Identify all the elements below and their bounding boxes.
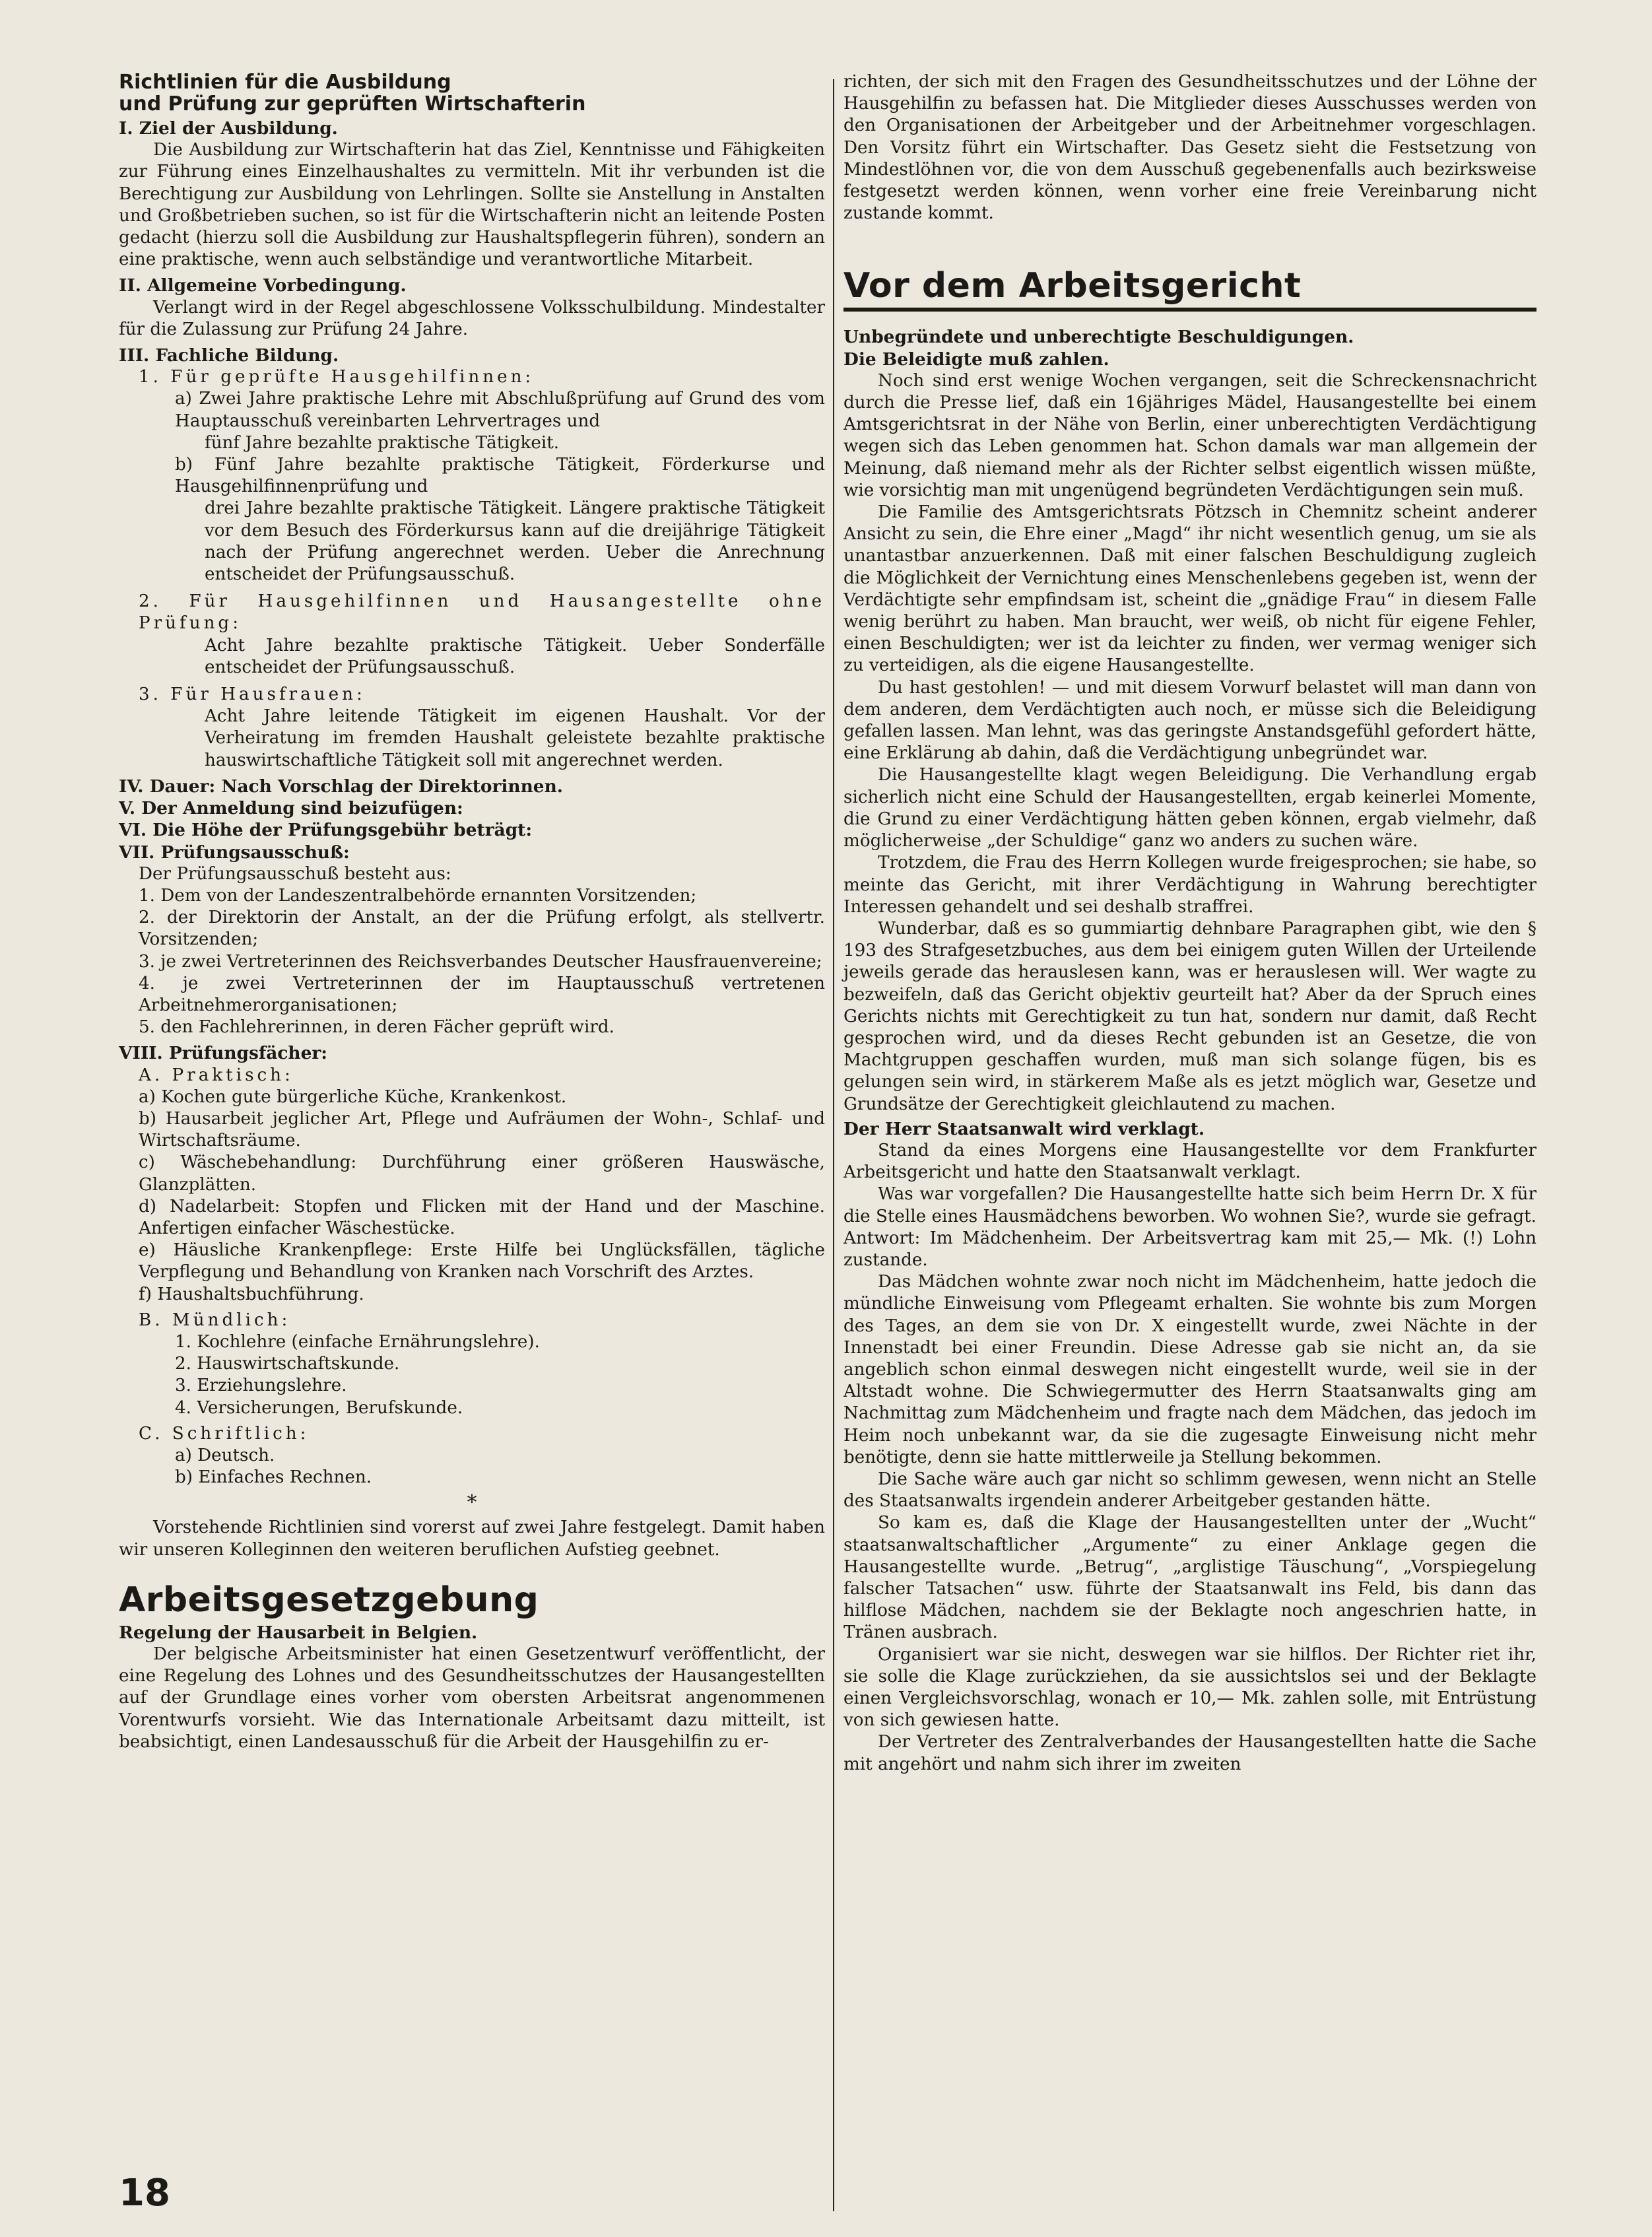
subjects-written-item: a) Deutsch. <box>175 1445 275 1465</box>
belgium-text-continued: richten, der sich mit den Fragen des Gesundheitsschutzes und der Löhne der Hausgehilfin zu befassen hat. Die Mitglieder dieses Ausschusses werden von den Organisationen der Arbeitgeber und der Arbeitnehmer vorgeschlagen. Den Vorsitz führt ein Wirtschafter. Das Gesetz sieht die Festsetzung von Mindestlöhnen vor, die von dem Ausschuß gegebenenfalls auch bezirksweise festgesetzt werden können, wenn vorher eine freie Vereinbarung nicht zustande kommt. <box>843 72 1536 224</box>
left-column <box>119 71 825 1753</box>
subjects-practical-item: f) Haushaltsbuchführung. <box>139 1284 364 1304</box>
section-6: VI. Die Höhe der Prüfungsgebühr beträgt: <box>119 820 533 841</box>
subjects-practical-item: d) Nadelarbeit: Stopfen und Flicken mit der Hand und der Maschine. Anfertigen einfacher Wäschestücke. <box>139 1196 825 1238</box>
section-7-item: 1. Dem von der Landeszentralbehörde ernannten Vorsitzenden; <box>139 885 697 906</box>
article-paragraph: Was war vorgefallen? Die Hausangestellte hatte sich beim Herrn Dr. X für die Stelle eines Hausmädchens beworben. Wo wohnen Sie?, wurde sie gefragt. Antwort: Im Mädchenheim. Der Arbeitsvertrag kam mit 25,— Mk. (!) Lohn zustande. <box>843 1184 1536 1270</box>
article-paragraph: Organisiert war sie nicht, deswegen war sie hilflos. Der Richter riet ihr, sie solle die Klage zurückziehen, da sie aussichtslos sei und der Beklagte einen Vergleichsvorschlag, wonach er 10,— Mk. zahlen solle, mit Entrüstung von sich gewiesen hatte. <box>843 1644 1536 1731</box>
subjects-oral-item: 2. Hauswirtschaftskunde. <box>175 1354 400 1374</box>
article-paragraph: Trotzdem, die Frau des Herrn Kollegen wurde freigesprochen; sie habe, so meinte das Gericht, mit ihrer Verdächtigung in Wahrung berechtigter Interessen gehandelt und sei deshalb straffrei. <box>843 853 1536 917</box>
subjects-oral-item: 1. Kochlehre (einfache Ernährungslehre). <box>175 1331 540 1352</box>
article-paragraph: So kam es, daß die Klage der Hausangestellten unter der „Wucht“ staatsanwaltschaftlicher „Argumente“ zu einer Anklage gegen die Hausangestellte wurde. „Betrug“, „arglistige Täuschung“, „Vorspiegelung falscher Tatsachen“ usw. führte der Staatsanwalt ins Feld, bis dann das hilflose Mädchen, nachdem sie der Beklagte noch angeschrien hatte, in Tränen ausbrach. <box>843 1513 1536 1643</box>
section-7-item: 2. der Direktorin der Anstalt, an der die Prüfung erfolgt, als stellvertr. Vorsitzenden; <box>139 908 825 950</box>
section-3-item-1a: a) Zwei Jahre praktische Lehre mit Abschlußprüfung auf Grund des vom Hauptausschuß vereinbarten Lehrvertrages und <box>175 389 825 431</box>
closing-text: Vorstehende Richtlinien sind vorerst auf zwei Jahre festgelegt. Damit haben wir unseren Kolleginnen den weiteren beruflichen Aufstieg geebnet. <box>119 1518 825 1560</box>
separator-star: * <box>467 1491 477 1515</box>
page-number: 18 <box>119 2172 170 2215</box>
section-3-item-1a-cont: fünf Jahre bezahlte praktische Tätigkeit. <box>205 432 560 453</box>
section-2-text: Verlangt wird in der Regel abgeschlossene Volksschulbildung. Mindestalter für die Zulassung zur Prüfung 24 Jahre. <box>119 297 825 339</box>
column-divider <box>833 79 834 2211</box>
article-paragraph: Die Sache wäre auch gar nicht so schlimm gewesen, wenn nicht an Stelle des Staatsanwalts irgendein anderer Arbeitgeber gestanden hätte. <box>843 1469 1536 1512</box>
labor-court-title: Vor dem Arbeitsgericht <box>843 266 1302 306</box>
section-1-text: Die Ausbildung zur Wirtschafterin hat das Ziel, Kenntnisse und Fähigkeiten zur Führung eines Einzelhaushaltes zu vermitteln. Mit ihr verbunden ist die Berechtigung zur Ausbildung von Lehrlingen. Sollte sie Anstellung in Anstalten und Großbetrieben suchen, so ist für die Wirtschafterin nicht an leitende Posten gedacht (hierzu soll die Ausbildung zur Haushaltspflegerin führen), sondern an eine praktische, wenn auch selbständige und verantwortliche Mitarbeit. <box>119 140 825 270</box>
article-paragraph: Noch sind erst wenige Wochen vergangen, seit die Schreckensnachricht durch die Presse lief, daß ein 16jähriges Mädel, Hausangestellte bei einem Amtsgerichtsrat in der Nähe von Berlin, einer unberechtigten Verdächtigung wegen sich das Leben genommen hat. Schon damals war man allgemein der Meinung, daß niemand mehr als der Richter selbst eigentlich wissen müßte, wie vorsichtig man mit ungenügend begründeten Verdächtigungen sein muß. <box>843 370 1536 500</box>
section-7-intro: Der Prüfungsausschuß besteht aus: <box>139 863 451 884</box>
subjects-written-item: b) Einfaches Rechnen. <box>175 1467 372 1488</box>
section-8: VIII. Prüfungsfächer: <box>119 1043 328 1064</box>
section-7: VII. Prüfungsausschuß: <box>119 842 350 863</box>
labor-court-subheading-1: Unbegründete und unberechtigte Beschuldigungen. <box>843 327 1354 348</box>
article-paragraph: Wunderbar, daß es so gummiartig dehnbare Paragraphen gibt, wie den § 193 des Strafgesetzbuches, aus dem bei einigem guten Willen der Urteilende jeweils gerade das herauslesen kann, was er herauslesen will. Wer wagte zu bezweifeln, daß das Gericht objektiv geurteilt hat? Aber da der Spruch eines Gerichts nichts mit Gerechtigkeit zu tun hat, sondern nur damit, daß Recht gesprochen wird, und da dieses Recht gebunden ist an Gesetze, die von Machtgruppen geschaffen wurden, muß man sich solange fügen, bis es gelungen sein wird, in stärkerem Maße als es jetzt möglich war, Gesetze und Grundsätze der Gerechtigkeit gleichlautend zu machen. <box>843 918 1536 1114</box>
guidelines-title-line2: und Prüfung zur geprüften Wirtschafterin <box>119 92 586 116</box>
subjects-written: C. Schriftlich: <box>139 1423 310 1444</box>
guidelines-title-line1: Richtlinien für die Ausbildung <box>119 71 451 94</box>
subjects-practical-item: e) Häusliche Krankenpflege: Erste Hilfe bei Unglücksfällen, tägliche Verpflegung und Behandlung von Kranken nach Vorschrift des Arztes. <box>139 1240 825 1283</box>
section-7-item: 5. den Fachlehrerinnen, in deren Fächer geprüft wird. <box>139 1017 614 1038</box>
section-3-item-2-text: Acht Jahre bezahlte praktische Tätigkeit. Ueber Sonderfälle entscheidet der Prüfungsausschuß. <box>205 635 825 677</box>
right-column <box>843 71 1536 1776</box>
subjects-practical-item: c) Wäschebehandlung: Durchführung einer größeren Hauswäsche, Glanzplätten. <box>139 1152 825 1195</box>
section-3-heading: III. Fachliche Bildung. <box>119 345 339 366</box>
section-7-item: 4. je zwei Vertreterinnen der im Hauptausschuß vertretenen Arbeitnehmerorganisationen; <box>139 973 825 1015</box>
belgium-subheading: Regelung der Hausarbeit in Belgien. <box>119 1622 478 1643</box>
subjects-practical: A. Praktisch: <box>139 1065 294 1085</box>
prosecutor-subheading: Der Herr Staatsanwalt wird verklagt. <box>843 1118 1205 1139</box>
section-3-item-1: 1. Für geprüfte Hausgehilfinnen: <box>139 367 535 387</box>
subjects-oral-item: 4. Versicherungen, Berufskunde. <box>175 1397 463 1418</box>
article-paragraph: Die Familie des Amtsgerichtsrats Pötzsch in Chemnitz scheint anderer Ansicht zu sein, die Ehre einer „Magd“ ihr nicht wesentlich genug, um sie als unantastbar anzuerkennen. Daß mit einer falschen Beschuldigung zugleich die Möglichkeit der Vernichtung eines Menschenlebens gegeben ist, wenn der Verdächtigte sehr empfindsam ist, scheint die „gnädige Frau“ in diesem Falle wenig berührt zu haben. Man braucht, wer weiß, ob nicht für eigene Fehler, einen Beschuldigten; wer ist da leichter zu finden, wer vermag weniger sich zu verteidigen, als die eigene Hausangestellte. <box>843 502 1536 676</box>
subjects-oral-item: 3. Erziehungslehre. <box>175 1376 347 1396</box>
article-paragraph: Stand da eines Morgens eine Hausangestellte vor dem Frankfurter Arbeitsgericht und hatte den Staatsanwalt verklagt. <box>843 1140 1536 1183</box>
section-3-item-1b: b) Fünf Jahre bezahlte praktische Tätigkeit, Förderkurse und Hausgehilfinnenprüfung und <box>175 455 825 497</box>
section-7-item: 3. je zwei Vertreterinnen des Reichsverbandes Deutscher Hausfrauenvereine; <box>139 951 822 972</box>
section-2-heading: II. Allgemeine Vorbedingung. <box>119 275 407 296</box>
article-paragraph: Die Hausangestellte klagt wegen Beleidigung. Die Verhandlung ergab sicherlich nicht eine Schuld der Hausangestellten, ergab keinerlei Momente, die Grund zu einer Verdächtigung hätten geben können, ergab vielmehr, daß möglicherweise „der Schuldige“ ganz wo anders zu suchen wäre. <box>843 765 1536 851</box>
section-3-item-3-text: Acht Jahre leitende Tätigkeit im eigenen Haushalt. Vor der Verheiratung im fremden Haushalt geleistete bezahlte praktische hauswirtschaftliche Tätigkeit soll mit angerechnet werden. <box>205 706 825 770</box>
article-paragraph: Du hast gestohlen! — und mit diesem Vorwurf belastet will man dann von dem anderen, dem Verdächtigten auch noch, er müsse sich die Beleidigung gefallen lassen. Man lehnt, was das geringste Anstandsgefühl gefordert hätte, eine Erklärung ab dahin, daß die Verdächtigung unbegründet war. <box>843 677 1536 764</box>
subjects-practical-item: a) Kochen gute bürgerliche Küche, Krankenkost. <box>139 1086 567 1107</box>
section-3-item-1b-cont: drei Jahre bezahlte praktische Tätigkeit. Längere praktische Tätigkeit vor dem Besuch des Förderkursus kann auf die dreijährige Tätigkeit nach der Prüfung angerechnet werden. Ueber die Anrechnung entscheidet der Prüfungsausschuß. <box>205 498 825 585</box>
subjects-practical-item: b) Hausarbeit jeglicher Art, Pflege und Aufräumen der Wohn-, Schlaf- und Wirtschaftsräume. <box>139 1108 825 1151</box>
labor-court-subheading-2: Die Beleidigte muß zahlen. <box>843 349 1109 370</box>
section-3-item-3: 3. Für Hausfrauen: <box>139 684 366 705</box>
article-paragraph: Das Mädchen wohnte zwar noch nicht im Mädchenheim, hatte jedoch die mündliche Einweisung vom Pflegeamt erhalten. Sie wohnte bis zum Morgen des Tages, an dem sie von Dr. X eingestellt wurde, zwei Nächte in der Innenstadt bei einer Freundin. Diese Adresse gab sie nicht an, da sie angeblich schon einmal deswegen nicht eingestellt wurde, weil sie in der Altstadt wohne. Die Schwiegermutter des Herrn Staatsanwalts ging am Nachmittag zum Mädchenheim und fragte nach dem Mädchen, das jedoch im Heim noch unbekannt war, da sie die zugesagte Einweisung nicht mehr benötigte, denn sie hatte mittlerweile ja Stellung bekommen. <box>843 1272 1536 1467</box>
section-4: IV. Dauer: Nach Vorschlag der Direktorinnen. <box>119 776 563 797</box>
article-paragraph: Der Vertreter des Zentralverbandes der Hausangestellten hatte die Sache mit angehört und nahm sich ihrer im zweiten <box>843 1732 1536 1774</box>
section-1-heading: I. Ziel der Ausbildung. <box>119 118 338 139</box>
labor-legislation-title: Arbeitsgesetzgebung <box>119 1580 539 1620</box>
section-5: V. Der Anmeldung sind beizufügen: <box>119 798 463 819</box>
belgium-text: Der belgische Arbeitsminister hat einen Gesetzentwurf veröffentlicht, der eine Regelung des Lohnes und des Gesundheitsschutzes der Hausangestellten auf der Grundlage eines vorher vom obersten Arbeitsrat angenommenen Vorentwurfs vorsieht. Wie das Internationale Arbeitsamt dazu mitteilt, ist beabsichtigt, einen Landesausschuß für die Arbeit der Hausgehilfin zu er- <box>119 1644 825 1752</box>
subjects-oral: B. Mündlich: <box>139 1310 291 1330</box>
section-3-item-2: 2. Für Hausgehilfinnen und Hausangestellte ohne Prüfung: <box>139 591 825 634</box>
